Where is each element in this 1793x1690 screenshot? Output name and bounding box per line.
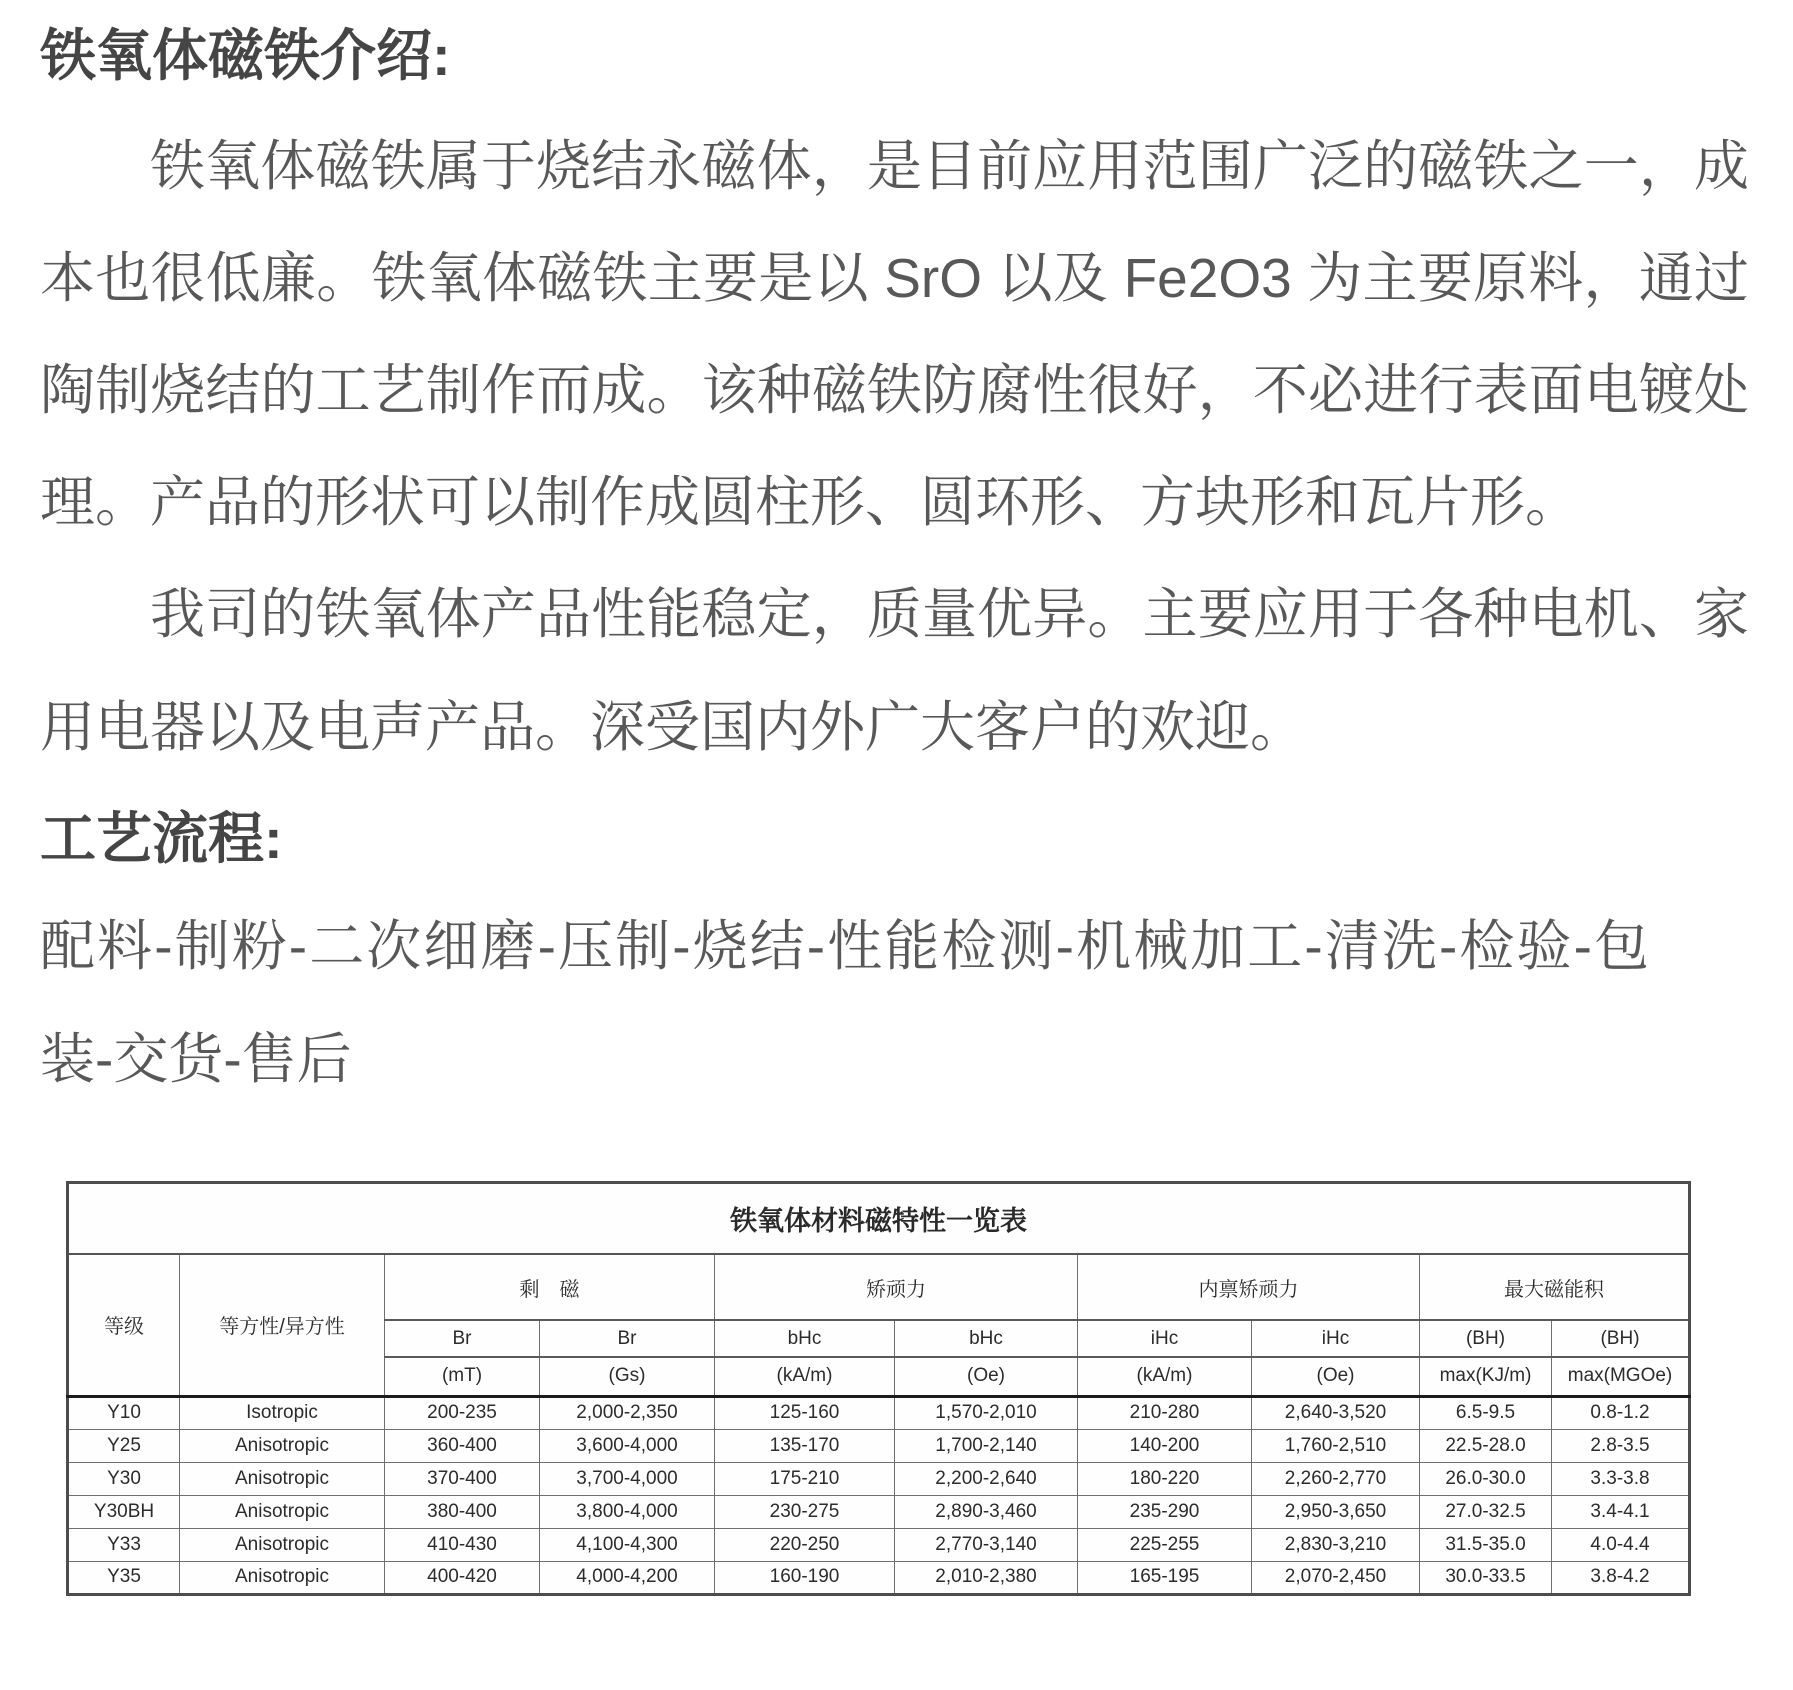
sub-header-br-gs: Br bbox=[540, 1320, 715, 1357]
table-cell: 30.0-33.5 bbox=[1420, 1561, 1552, 1594]
table-body bbox=[68, 1396, 1690, 1594]
unit-header-bhc-oe: (Oe) bbox=[895, 1357, 1078, 1396]
table-cell: 180-220 bbox=[1078, 1462, 1252, 1495]
table-cell: 6.5-9.5 bbox=[1420, 1396, 1552, 1429]
table-cell: 31.5-35.0 bbox=[1420, 1528, 1552, 1561]
sub-header-bhc-kam: bHc bbox=[715, 1320, 895, 1357]
group-header-intrinsic-coercivity: 内禀矫顽力 bbox=[1078, 1254, 1420, 1320]
table-cell: 3.4-4.1 bbox=[1552, 1495, 1690, 1528]
table-group-header-row bbox=[68, 1254, 1690, 1320]
table-cell: 1,760-2,510 bbox=[1252, 1429, 1420, 1462]
table-cell: 2,000-2,350 bbox=[540, 1396, 715, 1429]
sub-header-bhc-oe: bHc bbox=[895, 1320, 1078, 1357]
intro-paragraph-2: 我司的铁氧体产品性能稳定，质量优异。主要应用于各种电机、家用电器以及电声产品。深受国内外广大客户的欢迎。 bbox=[40, 583, 1749, 758]
properties-table bbox=[66, 1181, 1691, 1596]
sub-header-bh-mgoe: (BH) bbox=[1552, 1320, 1690, 1357]
table-row bbox=[68, 1561, 1690, 1594]
group-header-coercivity: 矫顽力 bbox=[715, 1254, 1078, 1320]
table-cell: 2,070-2,450 bbox=[1252, 1561, 1420, 1594]
table-cell: 225-255 bbox=[1078, 1528, 1252, 1561]
group-header-max-energy-product: 最大磁能积 bbox=[1420, 1254, 1690, 1320]
unit-header-ihc-oe: (Oe) bbox=[1252, 1357, 1420, 1396]
group-header-remanence: 剩 磁 bbox=[385, 1254, 715, 1320]
table-cell: 140-200 bbox=[1078, 1429, 1252, 1462]
table-cell: 0.8-1.2 bbox=[1552, 1396, 1690, 1429]
table-cell: 2,640-3,520 bbox=[1252, 1396, 1420, 1429]
table-cell: 160-190 bbox=[715, 1561, 895, 1594]
table-cell: Anisotropic bbox=[180, 1561, 385, 1594]
sub-header-ihc-kam: iHc bbox=[1078, 1320, 1252, 1357]
table-cell: 27.0-32.5 bbox=[1420, 1495, 1552, 1528]
table-cell: 3,800-4,000 bbox=[540, 1495, 715, 1528]
table-cell: 2,830-3,210 bbox=[1252, 1528, 1420, 1561]
properties-table-container bbox=[66, 1181, 1749, 1596]
sub-header-br-mt: Br bbox=[385, 1320, 540, 1357]
table-row bbox=[68, 1462, 1690, 1495]
table-cell: Anisotropic bbox=[180, 1429, 385, 1462]
table-cell: 175-210 bbox=[715, 1462, 895, 1495]
table-cell: 2,950-3,650 bbox=[1252, 1495, 1420, 1528]
sub-header-ihc-oe: iHc bbox=[1252, 1320, 1420, 1357]
table-cell: 3,700-4,000 bbox=[540, 1462, 715, 1495]
table-cell: Y33 bbox=[68, 1528, 180, 1561]
unit-header-mt: (mT) bbox=[385, 1357, 540, 1396]
table-cell: 3.8-4.2 bbox=[1552, 1561, 1690, 1594]
table-cell: 135-170 bbox=[715, 1429, 895, 1462]
table-cell: 410-430 bbox=[385, 1528, 540, 1561]
table-cell: 3.3-3.8 bbox=[1552, 1462, 1690, 1495]
table-cell: 4,100-4,300 bbox=[540, 1528, 715, 1561]
col-header-grade: 等级 bbox=[68, 1254, 180, 1396]
table-cell: 370-400 bbox=[385, 1462, 540, 1495]
table-cell: 360-400 bbox=[385, 1429, 540, 1462]
table-cell: 1,700-2,140 bbox=[895, 1429, 1078, 1462]
table-row bbox=[68, 1495, 1690, 1528]
unit-header-bhc-kam: (kA/m) bbox=[715, 1357, 895, 1396]
intro-paragraph-1: 铁氧体磁铁属于烧结永磁体，是目前应用范围广泛的磁铁之一，成本也很低廉。铁氧体磁铁主要是以 SrO 以及 Fe2O3 为主要原料，通过陶制烧结的工艺制作而成。该种磁铁防腐性很好，不必进行表面电镀处理。产品的形状可以制作成圆柱形、圆环形、方块形和瓦片形。 bbox=[40, 134, 1749, 534]
table-row bbox=[68, 1396, 1690, 1429]
table-title-row bbox=[68, 1182, 1690, 1254]
table-cell: 1,570-2,010 bbox=[895, 1396, 1078, 1429]
table-cell: Y30BH bbox=[68, 1495, 180, 1528]
table-cell: 3,600-4,000 bbox=[540, 1429, 715, 1462]
table-cell: Anisotropic bbox=[180, 1495, 385, 1528]
table-row bbox=[68, 1429, 1690, 1462]
table-cell: 380-400 bbox=[385, 1495, 540, 1528]
table-row bbox=[68, 1528, 1690, 1561]
unit-header-max-kjm: max(KJ/m) bbox=[1420, 1357, 1552, 1396]
process-flow-text: 配料-制粉-二次细磨-压制-烧结-性能检测-机械加工-清洗-检验-包装-交货-售后 bbox=[40, 915, 1649, 1090]
table-cell: 400-420 bbox=[385, 1561, 540, 1594]
table-cell: Y10 bbox=[68, 1396, 180, 1429]
table-cell: 2,260-2,770 bbox=[1252, 1462, 1420, 1495]
table-cell: Y30 bbox=[68, 1462, 180, 1495]
table-cell: 2.8-3.5 bbox=[1552, 1429, 1690, 1462]
table-cell: 235-290 bbox=[1078, 1495, 1252, 1528]
table-cell: 4,000-4,200 bbox=[540, 1561, 715, 1594]
unit-header-gs: (Gs) bbox=[540, 1357, 715, 1396]
table-cell: Anisotropic bbox=[180, 1528, 385, 1561]
table-cell: 22.5-28.0 bbox=[1420, 1429, 1552, 1462]
table-cell: 4.0-4.4 bbox=[1552, 1528, 1690, 1561]
table-cell: 165-195 bbox=[1078, 1561, 1252, 1594]
col-header-isotropy: 等方性/异方性 bbox=[180, 1254, 385, 1396]
sub-header-bh-kjm: (BH) bbox=[1420, 1320, 1552, 1357]
table-cell: Isotropic bbox=[180, 1396, 385, 1429]
table-cell: 220-250 bbox=[715, 1528, 895, 1561]
table-cell: 2,010-2,380 bbox=[895, 1561, 1078, 1594]
table-cell: 200-235 bbox=[385, 1396, 540, 1429]
unit-header-ihc-kam: (kA/m) bbox=[1078, 1357, 1252, 1396]
table-cell: 2,770-3,140 bbox=[895, 1528, 1078, 1561]
table-cell: Y35 bbox=[68, 1561, 180, 1594]
table-cell: Y25 bbox=[68, 1429, 180, 1462]
table-cell: 230-275 bbox=[715, 1495, 895, 1528]
table-title: 铁氧体材料磁特性一览表 bbox=[68, 1182, 1690, 1254]
table-cell: 26.0-30.0 bbox=[1420, 1462, 1552, 1495]
intro-heading: 铁氧体磁铁介绍: bbox=[40, 24, 451, 87]
unit-header-max-mgoe: max(MGOe) bbox=[1552, 1357, 1690, 1396]
process-heading: 工艺流程: bbox=[40, 806, 283, 870]
table-cell: 2,200-2,640 bbox=[895, 1462, 1078, 1495]
table-cell: 210-280 bbox=[1078, 1396, 1252, 1429]
table-cell: 125-160 bbox=[715, 1396, 895, 1429]
table-cell: 2,890-3,460 bbox=[895, 1495, 1078, 1528]
table-cell: Anisotropic bbox=[180, 1462, 385, 1495]
